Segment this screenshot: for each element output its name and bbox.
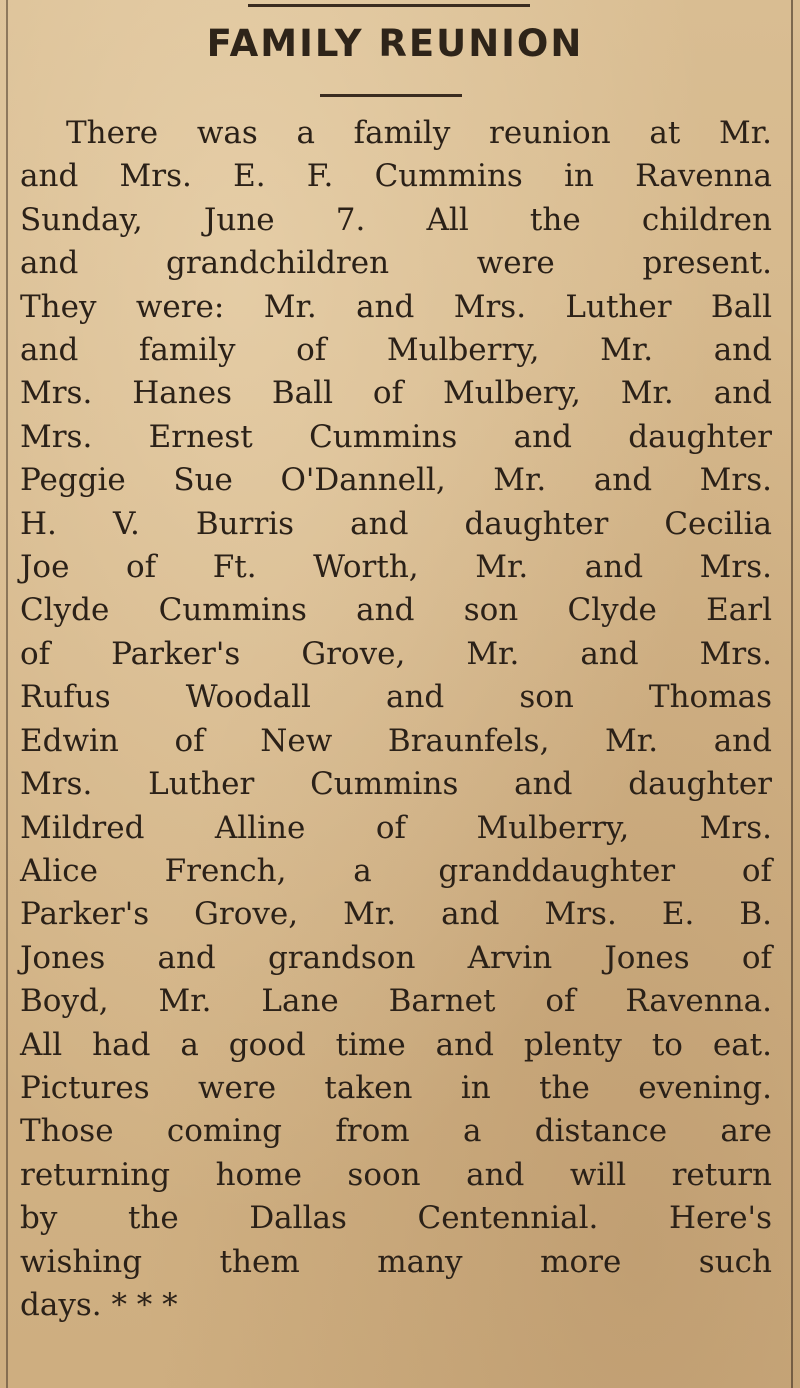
article-line: There was a family reunion at Mr. (66, 115, 772, 151)
article-line: They were: Mr. and Mrs. Luther Ball (20, 288, 772, 325)
column-rule-right (791, 0, 793, 1388)
article-line: Boyd, Mr. Lane Barnet of Ravenna. (20, 983, 772, 1020)
article-body (20, 112, 772, 1327)
article-line: Pictures were taken in the evening. (20, 1069, 772, 1106)
article-line: Mrs. Ernest Cummins and daughter (20, 418, 772, 455)
article-line: of Parker's Grove, Mr. and Mrs. (20, 635, 772, 672)
article-line: returning home soon and will return (20, 1156, 772, 1193)
article-line: Peggie Sue O'Dannell, Mr. and Mrs. (20, 462, 772, 499)
article-line: and Mrs. E. F. Cummins in Ravenna (20, 158, 772, 195)
article-line: wishing them many more such (20, 1243, 772, 1280)
article-line: Parker's Grove, Mr. and Mrs. E. B. (20, 896, 772, 933)
article-headline: FAMILY REUNION (206, 22, 584, 65)
article-line: Rufus Woodall and son Thomas (20, 679, 772, 716)
article-line: Sunday, June 7. All the children (20, 201, 772, 238)
top-rule (248, 4, 530, 7)
article-line: Mildred Alline of Mulberry, Mrs. (20, 809, 772, 846)
headline-rule (320, 94, 462, 97)
article-line: Joe of Ft. Worth, Mr. and Mrs. (20, 549, 772, 586)
article-line: All had a good time and plenty to eat. (20, 1026, 772, 1063)
article-line: Alice French, a granddaughter of (20, 852, 772, 889)
article-line: days. * * * (20, 1286, 178, 1323)
article-line: H. V. Burris and daughter Cecilia (20, 505, 772, 542)
article-line: Jones and grandson Arvin Jones of (20, 939, 772, 976)
article-line: and family of Mulberry, Mr. and (20, 332, 772, 369)
article-line: Mrs. Luther Cummins and daughter (20, 766, 772, 803)
article-line: Edwin of New Braunfels, Mr. and (20, 722, 772, 759)
article-line: Those coming from a distance are (20, 1113, 772, 1150)
article-line: and grandchildren were present. (20, 245, 772, 282)
article-line: Clyde Cummins and son Clyde Earl (20, 592, 772, 629)
article-line: Mrs. Hanes Ball of Mulbery, Mr. and (20, 375, 772, 412)
article-line: by the Dallas Centennial. Here's (20, 1200, 772, 1237)
column-rule-left (6, 0, 8, 1388)
